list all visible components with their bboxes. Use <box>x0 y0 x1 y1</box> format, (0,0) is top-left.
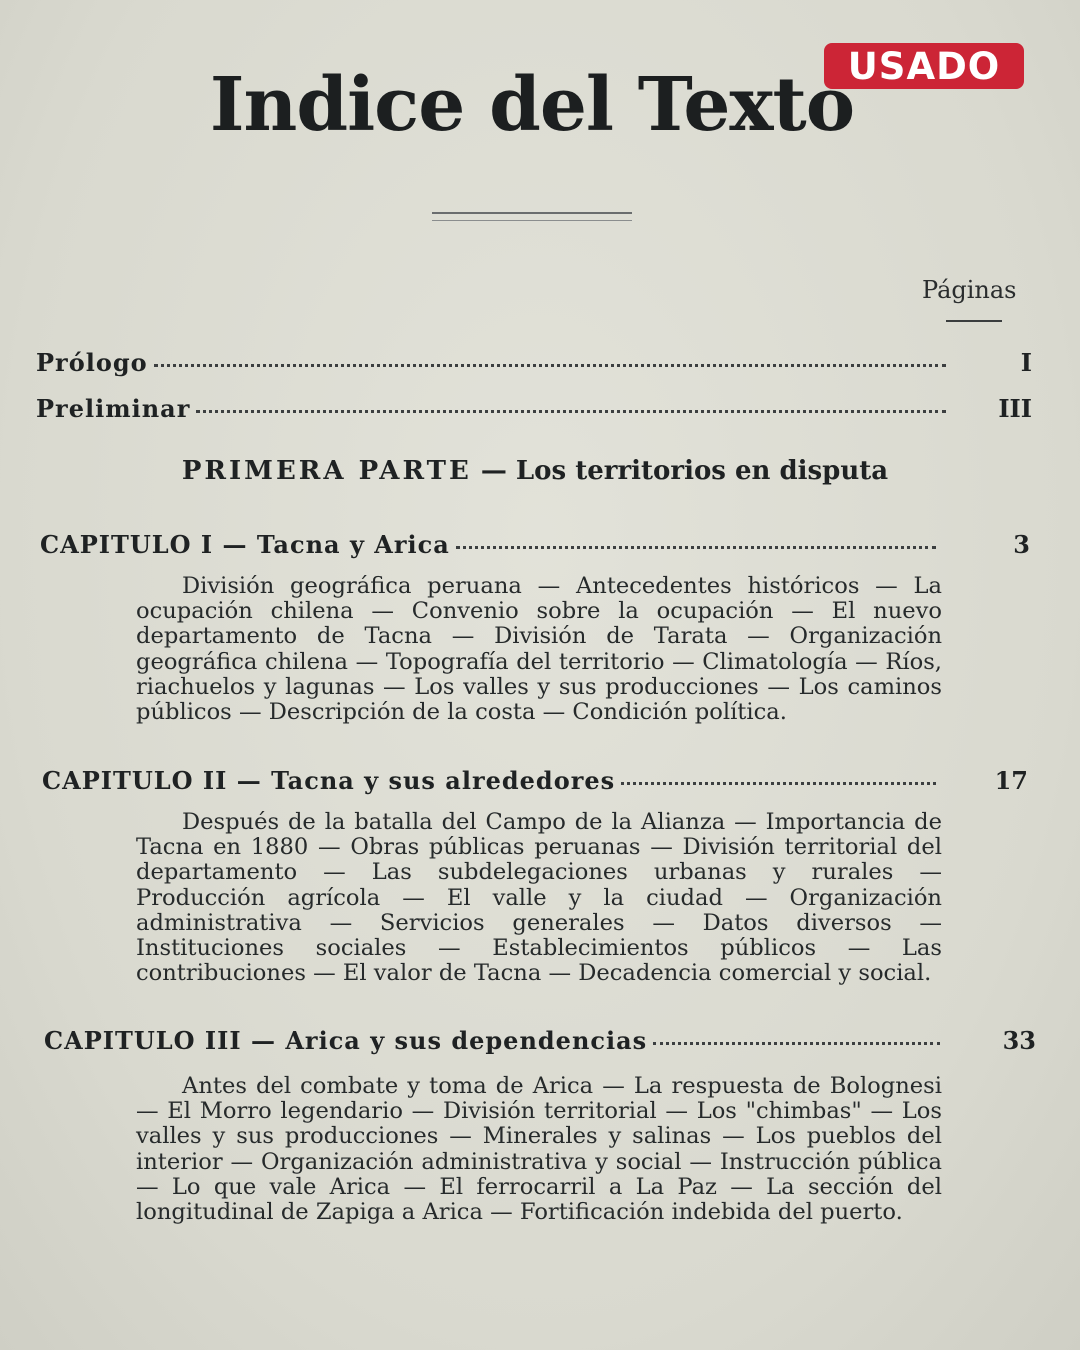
used-badge: USADO <box>824 43 1024 89</box>
dot-leader <box>456 546 936 549</box>
title-divider <box>432 212 632 221</box>
pages-header-underline <box>946 320 1002 322</box>
toc-chapter-3 <box>44 1026 940 1055</box>
part-name: PRIMERA PARTE <box>181 456 472 486</box>
chapter-summary <box>136 1074 942 1225</box>
toc-chapter-1 <box>40 530 936 559</box>
page-title: Indice del Texto <box>209 62 855 148</box>
dot-leader <box>154 364 946 367</box>
dot-leader <box>621 782 936 785</box>
toc-page-number: 17 <box>994 766 1028 795</box>
part-heading <box>0 456 1070 486</box>
toc-entry-prologo <box>36 348 946 377</box>
pages-column-header: Páginas <box>922 276 1017 304</box>
toc-chapter-2 <box>42 766 936 795</box>
chapter-summary-text: División geográfica peruana — Antecedentes históricos — La ocupación chilena — Convenio sobre la ocupación — El nuevo departamento de Tacna — División de Tarata — Organización geográfica chilena — Topografía del territorio — Climatología — Ríos, riachuelos y lagunas — Los valles y sus producciones — Los caminos públicos — Descripción de la costa — Condición política. <box>136 573 942 726</box>
dot-leader <box>653 1042 940 1045</box>
part-subtitle: Los territorios en disputa <box>515 456 889 486</box>
toc-entry-name: Preliminar <box>36 394 191 423</box>
chapter-summary <box>136 810 942 986</box>
toc-page-number: 3 <box>1013 530 1030 559</box>
chapter-summary-text: Antes del combate y toma de Arica — La respuesta de Bolognesi — El Morro legendario — División territorial — Los "chimbas" — Los valles y sus producciones — Minerales y salinas — Los pueblos del interior — Organización administrativa y social — Instrucción pública — Lo que vale Arica — El ferrocarril a La Paz — La sección del longitudinal de Zapiga a Arica — Fortificación indebida del puerto. <box>136 1073 942 1226</box>
dot-leader <box>196 410 946 413</box>
toc-page-number: 33 <box>1002 1026 1036 1055</box>
chapter-heading: CAPITULO III — Arica y sus dependencias <box>44 1026 648 1055</box>
chapter-heading: CAPITULO I — Tacna y Arica <box>40 530 450 559</box>
chapter-summary-text: Después de la batalla del Campo de la Alianza — Importancia de Tacna en 1880 — Obras públicas peruanas — División territorial del departamento — Las subdelegaciones urbanas y rurales — Producción agrícola — El valle y la ciudad — Organización administrativa — Servicios generales — Datos diversos — Instituciones sociales — Establecimientos públicos — Las contribuciones — El valor de Tacna — Decadencia comercial y social. <box>136 809 942 987</box>
toc-page-number: III <box>998 394 1032 423</box>
chapter-summary <box>136 574 942 725</box>
toc-entry-name: Prólogo <box>36 348 148 377</box>
toc-page-number: I <box>1020 348 1032 377</box>
chapter-heading: CAPITULO II — Tacna y sus alrededores <box>42 766 616 795</box>
toc-entry-preliminar <box>36 394 946 423</box>
part-separator: — <box>480 456 507 486</box>
